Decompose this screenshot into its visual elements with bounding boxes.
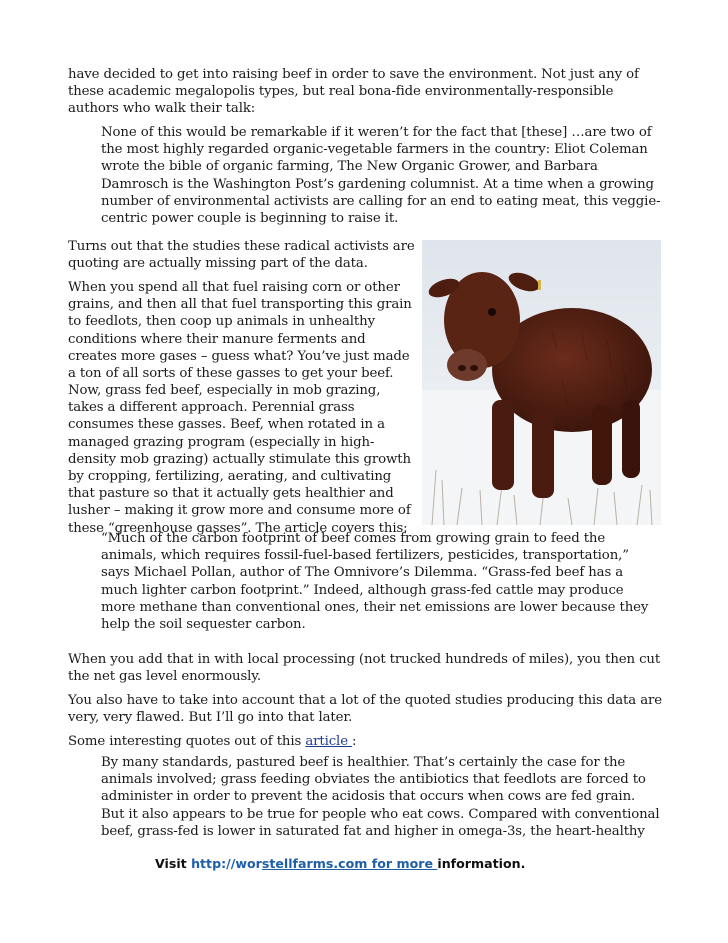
paragraph-interesting-quotes [68,733,668,750]
footer-visit-text: Visit [155,856,192,871]
paragraph-flawed-studies: You also have to take into account that a lot of the quoted studies producing this data are very, very flawed. But I’ll go into that later. [68,693,662,726]
block-quote-coleman: None of this would be remarkable if it weren’t for the fact that [these] …are two of the most highly regarded organic-vegetable farmers in the country: Eliot Coleman wrote the bible of organic farming, The New Organic Grower, and Barbara Damrosch is the Washington Post’s gardening columnist. At a time when a growing number of environmental activists are calling for an end to eating meat, this veggie-centric power couple is beginning to raise it. [101,125,661,227]
article-link[interactable]: article [305,734,353,749]
paragraph-missing-data: Turns out that the studies these radical activists are quoting are actually missing part of the data. [68,239,415,272]
footer-visit-line [155,855,675,873]
quotes-intro-text: Some interesting quotes out of this [68,734,306,749]
quotes-intro-colon: : [352,734,357,749]
footer-info-text: information. [437,856,526,871]
cow-icon [422,240,661,525]
paragraph-local-processing: When you add that in with local processing (not trucked hundreds of miles), you then cut the net gas level enormously. [68,652,661,685]
footer-url-link-tail[interactable]: stellfarms.com for more [261,856,438,871]
paragraph-grass-fed: Now, grass fed beef, especially in mob grazing, takes a different approach. Perennial grass consumes these gasses. Beef, when rotated in a managed grazing program (especially in high-density mob grazing) actually stimulate this growth by cropping, fertilizing, aerating, and cultivating that pasture so that it actually gets healthier and lusher – making it grow more and consume more of these “greenhouse gasses”. The article covers this: [68,383,411,536]
block-quote-health: By many standards, pastured beef is healthier. That’s certainly the case for the animals involved; grass feeding obviates the antibiotics that feedlots are forced to administer in order to prevent the acidosis that occurs when cows are fed grain. But it also appears to be true for people who eat cows. Compared with conventional beef, grass-fed is lower in saturated fat and higher in omega-3s, the heart-healthy [101,755,660,839]
intro-paragraph: have decided to get into raising beef in order to save the environment. Not just any of these academic megalopolis types, but real bona-fide environmentally-responsible authors who walk their talk: [68,67,639,117]
block-quote-pollan: “Much of the carbon footprint of beef comes from growing grain to feed the animals, which requires fossil-fuel-based fertilizers, pesticides, transportation,” says Michael Pollan, author of The Omnivore’s Dilemma. “Grass-fed beef has a much lighter carbon footprint.” Indeed, although grass-fed cattle may produce more methane than conventional ones, their net emissions are lower because they help the soil sequester carbon. [101,531,649,633]
cow-photo [422,240,661,525]
footer-url-link[interactable]: http://wor [191,856,262,871]
paragraph-feedlot-gases: When you spend all that fuel raising corn or other grains, and then all that fuel transporting this grain to feedlots, then coop up animals in unhealthy conditions where their manure ferments and creates more gases – guess what? You’ve just made a ton of all sorts of these gasses to get your beef. [68,280,412,382]
